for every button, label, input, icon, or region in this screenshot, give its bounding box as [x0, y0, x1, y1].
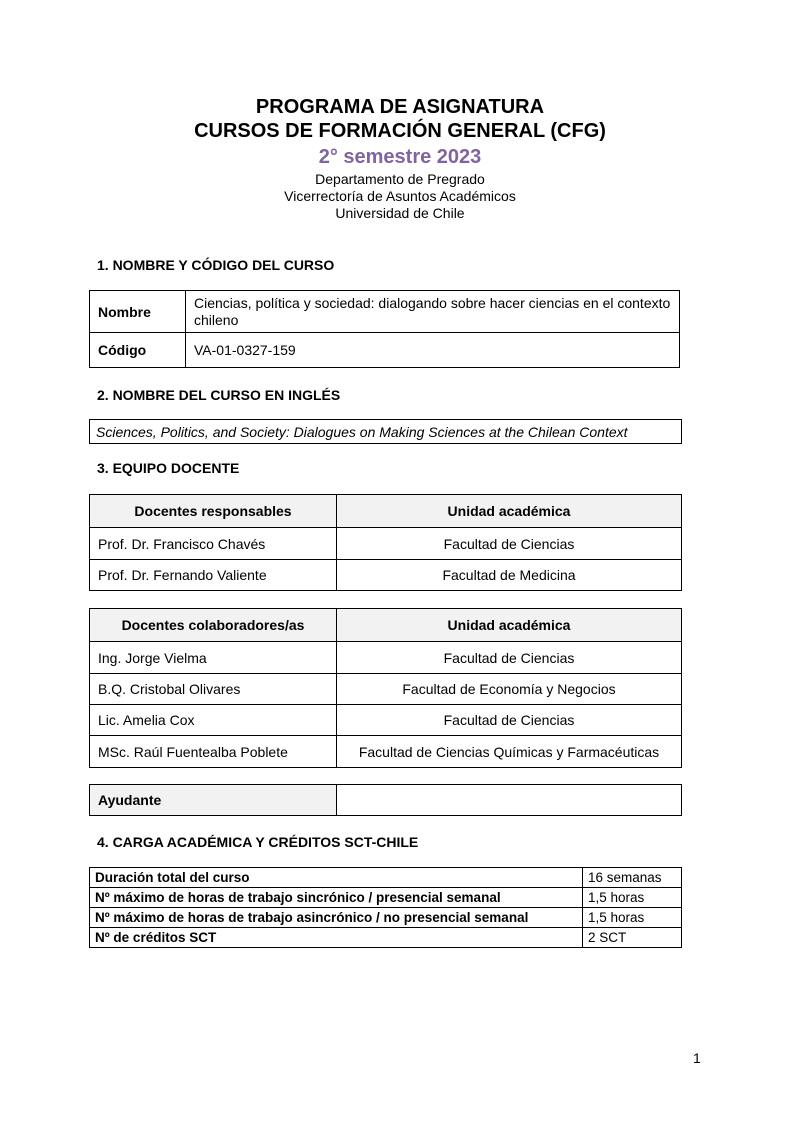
teacher-name: Prof. Dr. Fernando Valiente [90, 560, 337, 591]
teacher-name: Prof. Dr. Francisco Chavés [90, 528, 337, 560]
university: Universidad de Chile [335, 205, 465, 221]
responsible-teachers-table [89, 494, 682, 591]
workload-label: Duración total del curso [90, 868, 583, 888]
department: Departamento de Pregrado [315, 171, 485, 187]
teacher-name: B.Q. Cristobal Olivares [90, 674, 337, 705]
doc-title: PROGRAMA DE ASIGNATURA [255, 96, 545, 118]
unit: Facultad de Ciencias [337, 528, 682, 560]
section-4-heading: 4. CARGA ACADÉMICA Y CRÉDITOS SCT-CHILE [97, 834, 419, 850]
section-2-heading: 2. NOMBRE DEL CURSO EN INGLÉS [97, 387, 341, 403]
unit: Facultad de Medicina [337, 560, 682, 591]
assistant-table [89, 784, 682, 816]
codigo-label: Código [90, 333, 186, 368]
doc-subtitle: CURSOS DE FORMACIÓN GENERAL (CFG) [194, 120, 606, 142]
col-header: Docentes responsables [90, 495, 337, 528]
workload-table [89, 867, 682, 948]
unit: Facultad de Economía y Negocios [337, 674, 682, 705]
table-row [90, 705, 682, 736]
col-header: Unidad académica [337, 495, 682, 528]
workload-label: Nº de créditos SCT [90, 928, 583, 948]
collaborators-table [89, 608, 682, 768]
nombre-label: Nombre [90, 291, 186, 333]
semester: 2° semestre 2023 [318, 146, 482, 168]
workload-label: Nº máximo de horas de trabajo sincrónico / presencial semanal [90, 888, 583, 908]
table-row [90, 928, 682, 948]
teacher-name: Lic. Amelia Cox [90, 705, 337, 736]
workload-value: 1,5 horas [583, 888, 682, 908]
ayudante-value [337, 785, 682, 816]
table-row [90, 868, 682, 888]
table-row [90, 736, 682, 768]
course-code: VA-01-0327-159 [186, 333, 680, 368]
table-row [90, 560, 682, 591]
workload-value: 1,5 horas [583, 908, 682, 928]
col-header: Unidad académica [337, 609, 682, 642]
course-name-table [89, 290, 680, 368]
unit: Facultad de Ciencias [337, 642, 682, 674]
english-name-table [89, 419, 682, 444]
course-name: Ciencias, política y sociedad: dialogando sobre hacer ciencias en el contexto chileno [186, 291, 680, 333]
workload-value: 2 SCT [583, 928, 682, 948]
section-3-heading: 3. EQUIPO DOCENTE [97, 460, 240, 476]
unit: Facultad de Ciencias [337, 705, 682, 736]
col-header: Docentes colaboradores/as [90, 609, 337, 642]
teacher-name: MSc. Raúl Fuentealba Poblete [90, 736, 337, 768]
page-number: 1 [693, 1050, 701, 1066]
table-row [90, 674, 682, 705]
ayudante-label: Ayudante [90, 785, 337, 816]
english-name: Sciences, Politics, and Society: Dialogues on Making Sciences at the Chilean Context [90, 420, 682, 444]
workload-label: Nº máximo de horas de trabajo asincrónico / no presencial semanal [90, 908, 583, 928]
table-row [90, 642, 682, 674]
table-row [90, 908, 682, 928]
unit: Facultad de Ciencias Químicas y Farmacéuticas [337, 736, 682, 768]
table-row [90, 888, 682, 908]
section-1-heading: 1. NOMBRE Y CÓDIGO DEL CURSO [97, 257, 335, 273]
teacher-name: Ing. Jorge Vielma [90, 642, 337, 674]
table-row [90, 528, 682, 560]
vicerrectoria: Vicerrectoría de Asuntos Académicos [284, 188, 516, 204]
workload-value: 16 semanas [583, 868, 682, 888]
